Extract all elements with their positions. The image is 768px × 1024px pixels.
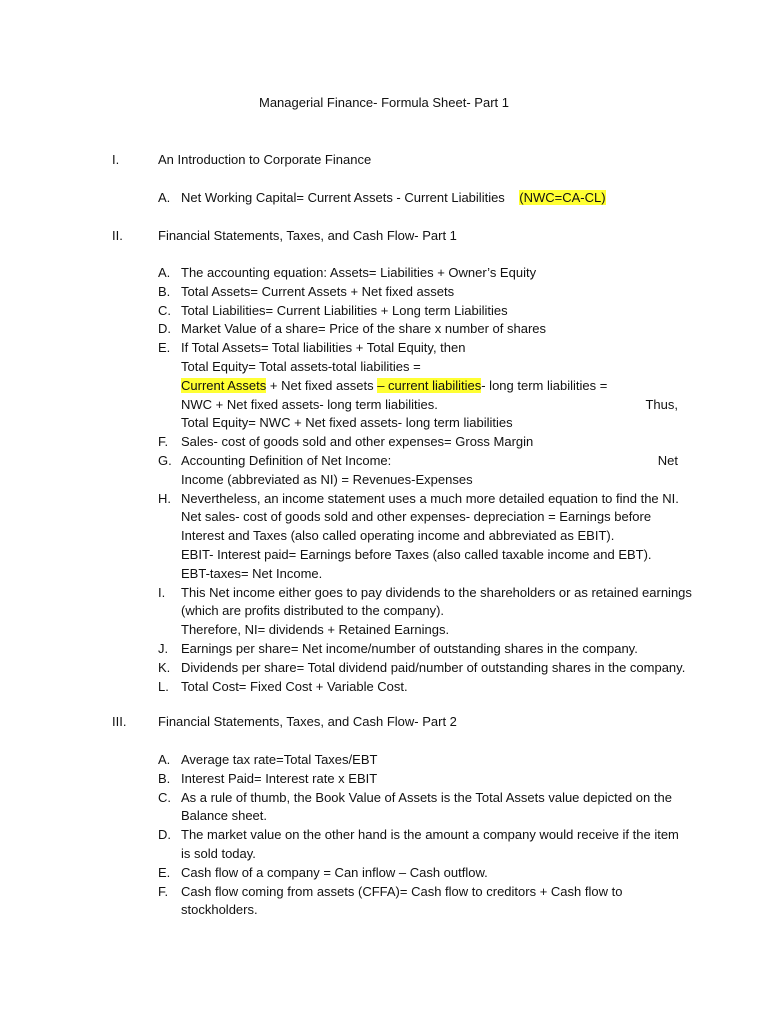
text-segment: (which are profits distributed to the company). xyxy=(181,603,445,619)
list-item-text xyxy=(181,339,678,433)
text-segment: Net sales- cost of goods sold and other expenses- depreciation = Earnings before xyxy=(181,509,652,525)
text-line xyxy=(181,770,678,789)
text-segment: Net Working Capital= Current Assets - Current Liabilities xyxy=(181,190,520,205)
list-item xyxy=(0,826,768,864)
list-item-text xyxy=(181,433,678,452)
text-segment: + Net fixed assets xyxy=(266,377,378,393)
text-segment: Income (abbreviated as NI) = Revenues-Expenses xyxy=(181,471,473,487)
text-segment: Earnings per share= Net income/number of outstanding shares in the company. xyxy=(181,640,638,656)
text-line xyxy=(181,396,678,415)
text-segment: The accounting equation: Assets= Liabilities + Owner’s Equity xyxy=(181,265,537,280)
text-segment: As a rule of thumb, the Book Value of Assets is the Total Assets value depicted on the xyxy=(181,789,672,805)
text-segment: Total Equity= NWC + Net fixed assets- long term liabilities xyxy=(181,415,513,431)
text-line xyxy=(181,901,678,920)
list-item-text xyxy=(181,189,678,208)
text-line xyxy=(181,527,678,546)
text-line xyxy=(181,283,678,302)
text-line xyxy=(181,264,678,283)
list-item-letter: I. xyxy=(158,584,166,600)
text-line xyxy=(181,640,678,659)
text-segment: - long term liabilities = xyxy=(481,377,608,393)
section-numeral: II. xyxy=(112,228,123,243)
text-line xyxy=(181,584,692,603)
list-item-letter: C. xyxy=(158,302,171,318)
text-segment: EBT-taxes= Net Income. xyxy=(181,565,323,581)
text-line xyxy=(181,471,678,490)
list-item-text xyxy=(181,452,678,490)
text-line xyxy=(181,377,678,396)
list-item-letter: B. xyxy=(158,770,171,786)
text-line xyxy=(181,452,678,471)
text-segment: Total Cost= Fixed Cost + Variable Cost. xyxy=(181,678,408,694)
text-segment: Cash flow coming from assets (CFFA)= Cash flow to creditors + Cash flow to xyxy=(181,883,623,899)
list-item-text xyxy=(181,789,678,827)
list-item-letter: D. xyxy=(158,827,171,843)
list-item xyxy=(0,640,768,659)
list-item xyxy=(0,584,768,640)
text-segment: Average tax rate=Total Taxes/EBT xyxy=(181,752,378,767)
text-segment: Balance sheet. xyxy=(181,808,268,824)
list-item-letter: A. xyxy=(158,265,171,280)
section-heading: An Introduction to Corporate Finance xyxy=(158,152,372,167)
list-item-letter: K. xyxy=(158,659,171,675)
list-item-letter: B. xyxy=(158,283,171,299)
highlighted-text: – current liabilities xyxy=(377,377,482,393)
text-segment: Market Value of a share= Price of the share x number of shares xyxy=(181,321,547,337)
list-item-text xyxy=(181,584,692,640)
list-item-text xyxy=(181,864,678,883)
highlighted-text: Current Assets xyxy=(181,377,267,393)
text-line xyxy=(181,621,678,640)
text-segment: Accounting Definition of Net Income: xyxy=(181,452,392,468)
text-segment: If Total Assets= Total liabilities + Total Equity, then xyxy=(181,340,466,356)
list-item-text xyxy=(181,883,678,921)
list-item xyxy=(0,883,768,921)
list-item-text xyxy=(181,320,678,339)
text-segment: Dividends per share= Total dividend paid/number of outstanding shares in the company. xyxy=(181,659,686,675)
text-line xyxy=(181,807,678,826)
list-item-letter: E. xyxy=(158,864,171,880)
list-item-text xyxy=(181,770,678,789)
text-line xyxy=(181,302,678,321)
list-item xyxy=(0,770,768,789)
list-item xyxy=(0,678,768,697)
text-line xyxy=(181,414,678,433)
text-segment: Total Liabilities= Current Liabilities + Long term Liabilities xyxy=(181,302,508,318)
text-segment: is sold today. xyxy=(181,845,256,861)
text-line xyxy=(181,339,678,358)
list-item xyxy=(0,189,768,208)
document-title: Managerial Finance- Formula Sheet- Part 1 xyxy=(258,95,509,110)
list-item xyxy=(0,789,768,827)
text-line xyxy=(181,751,678,770)
section-heading: Financial Statements, Taxes, and Cash Flow- Part 2 xyxy=(158,714,457,729)
text-segment: stockholders. xyxy=(181,902,258,918)
text-line xyxy=(181,320,678,339)
text-line xyxy=(181,189,678,208)
list-item-text xyxy=(181,751,678,770)
list-item-letter: A. xyxy=(158,752,171,767)
section-2-items xyxy=(0,264,768,696)
text-segment: Sales- cost of goods sold and other expenses= Gross Margin xyxy=(181,434,534,450)
list-item xyxy=(0,302,768,321)
text-line xyxy=(181,490,678,509)
text-line xyxy=(181,565,678,584)
list-item-text xyxy=(181,640,678,659)
text-segment: Nevertheless, an income statement uses a much more detailed equation to find the NI. xyxy=(181,490,679,506)
list-item xyxy=(0,659,768,678)
list-item-letter: F. xyxy=(158,883,169,899)
list-item-letter: H. xyxy=(158,490,171,506)
text-line xyxy=(181,659,686,678)
text-segment: Therefore, NI= dividends + Retained Earnings. xyxy=(181,622,450,638)
text-segment: Interest Paid= Interest rate x EBIT xyxy=(181,770,378,786)
text-segment: Cash flow of a company = Can inflow – Cash outflow. xyxy=(181,864,488,880)
text-segment: NWC + Net fixed assets- long term liabilities. xyxy=(181,396,438,412)
section-3-items xyxy=(0,751,768,920)
list-item xyxy=(0,751,768,770)
list-item-text xyxy=(181,302,678,321)
list-item-text xyxy=(181,659,686,678)
text-line xyxy=(181,602,678,621)
text-line xyxy=(181,546,678,565)
list-item-letter: A. xyxy=(158,190,171,205)
section-heading: Financial Statements, Taxes, and Cash Flow- Part 1 xyxy=(158,228,457,243)
text-line xyxy=(181,864,678,883)
text-line xyxy=(181,845,678,864)
text-segment: The market value on the other hand is the amount a company would receive if the item xyxy=(181,827,679,843)
list-item-text xyxy=(181,826,678,864)
highlighted-text: (NWC=CA-CL) xyxy=(519,190,606,205)
list-item xyxy=(0,490,768,584)
list-item xyxy=(0,339,768,433)
list-item xyxy=(0,264,768,283)
text-segment: Interest and Taxes (also called operating income and abbreviated as EBIT). xyxy=(181,528,615,544)
list-item-letter: G. xyxy=(158,452,172,468)
list-item-letter: F. xyxy=(158,434,169,450)
text-line xyxy=(181,826,678,845)
list-item-letter: E. xyxy=(158,340,171,356)
text-line xyxy=(181,508,678,527)
text-segment: Total Equity= Total assets-total liabilities = xyxy=(181,358,421,374)
section-1-items xyxy=(0,189,768,208)
text-segment: EBIT- Interest paid= Earnings before Taxes (also called taxable income and EBT). xyxy=(181,546,652,562)
text-segment: Thus, xyxy=(645,396,678,412)
list-item xyxy=(0,452,768,490)
text-line xyxy=(181,433,678,452)
text-segment: Total Assets= Current Assets + Net fixed assets xyxy=(181,283,455,299)
section-numeral: III. xyxy=(112,714,127,729)
list-item xyxy=(0,283,768,302)
list-item xyxy=(0,320,768,339)
list-item-letter: D. xyxy=(158,321,171,337)
section-numeral: I. xyxy=(112,152,120,167)
text-line xyxy=(181,678,678,697)
list-item xyxy=(0,864,768,883)
text-segment: This Net income either goes to pay dividends to the shareholders or as retained earnings xyxy=(181,584,692,600)
list-item-letter: C. xyxy=(158,789,171,805)
list-item-text xyxy=(181,678,678,697)
list-item-letter: L. xyxy=(158,678,169,694)
list-item xyxy=(0,433,768,452)
list-item-text xyxy=(181,283,678,302)
list-item-text xyxy=(181,490,678,584)
list-item-letter: J. xyxy=(158,640,169,656)
text-line xyxy=(181,358,678,377)
text-segment: Net xyxy=(657,452,678,468)
list-item-text xyxy=(181,264,678,283)
text-line xyxy=(181,789,678,808)
text-line xyxy=(181,883,678,902)
